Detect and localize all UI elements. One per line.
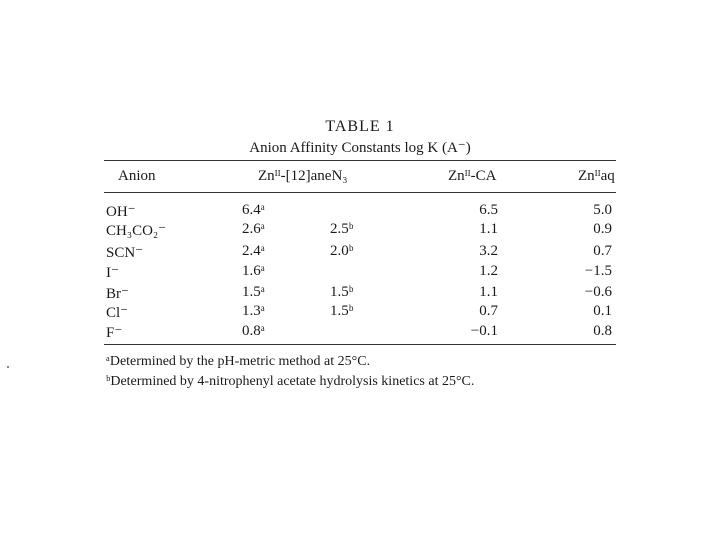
cell-aq: −1.5 [584, 263, 612, 279]
scan-speck [7, 366, 9, 368]
table-title: TABLE 1 [325, 118, 395, 135]
footnote-a: ᵃDetermined by the pH-metric method at 25°C. [106, 354, 371, 369]
cell-ca: 6.5 [479, 202, 498, 218]
cell-cyclen-a: 1.5ᵃ [242, 284, 265, 300]
cell-ca: 1.2 [479, 263, 498, 279]
cell-aq: 5.0 [593, 202, 612, 218]
header-anion: Anion [118, 168, 156, 184]
cell-anion: I⁻ [106, 265, 119, 281]
footnote-b: ᵇDetermined by 4-nitrophenyl acetate hydrolysis kinetics at 25°C. [106, 374, 475, 389]
cell-anion: SCN⁻ [106, 245, 144, 261]
header-ca: Znᴵᴵ-CA [448, 168, 497, 184]
cell-anion: Br⁻ [106, 286, 129, 302]
cell-cyclen-b: 1.5ᵇ [330, 303, 354, 319]
cell-aq: 0.9 [593, 221, 612, 237]
cell-ca: 1.1 [479, 284, 498, 300]
header-aq: Znᴵᴵaq [578, 168, 615, 184]
cell-aq: 0.1 [593, 303, 612, 319]
cell-cyclen-b: 2.5ᵇ [330, 221, 354, 237]
cell-cyclen-a: 6.4ᵃ [242, 202, 265, 218]
cell-cyclen-b: 2.0ᵇ [330, 243, 354, 259]
cell-anion: Cl⁻ [106, 305, 129, 321]
cell-cyclen-a: 1.6ᵃ [242, 263, 265, 279]
table-subtitle: Anion Affinity Constants log K (A⁻) [249, 140, 471, 156]
cell-ca: 1.1 [479, 221, 498, 237]
cell-ca: 3.2 [479, 243, 498, 259]
bottom-rule [104, 344, 616, 345]
cell-cyclen-a: 2.6ᵃ [242, 221, 265, 237]
cell-aq: −0.6 [584, 284, 612, 300]
cell-cyclen-b: 1.5ᵇ [330, 284, 354, 300]
header-rule [104, 192, 616, 193]
cell-ca: 0.7 [479, 303, 498, 319]
cell-anion: F⁻ [106, 325, 123, 341]
cell-cyclen-a: 1.3ᵃ [242, 303, 265, 319]
cell-anion: CH₃CO₂⁻ [106, 223, 167, 239]
header-cyclen: Znᴵᴵ-[12]aneN₃ [258, 168, 348, 184]
cell-ca: −0.1 [470, 323, 498, 339]
cell-cyclen-a: 0.8ᵃ [242, 323, 265, 339]
top-rule [104, 160, 616, 161]
cell-aq: 0.7 [593, 243, 612, 259]
cell-anion: OH⁻ [106, 204, 136, 220]
cell-cyclen-a: 2.4ᵃ [242, 243, 265, 259]
cell-aq: 0.8 [593, 323, 612, 339]
